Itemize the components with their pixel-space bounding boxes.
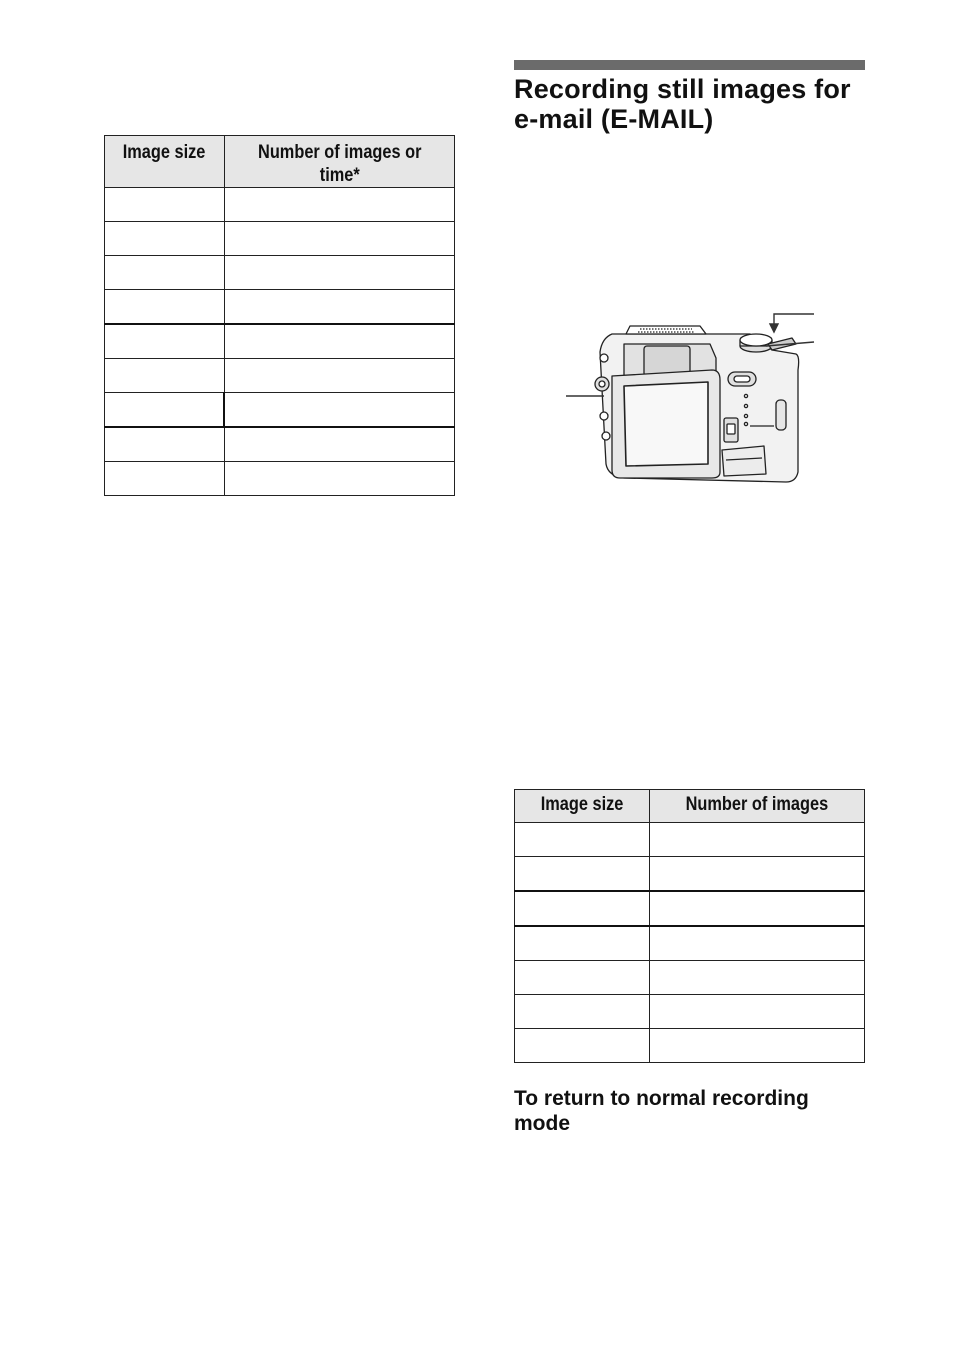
subsection-title: To return to normal recording mode xyxy=(514,1087,809,1135)
table-row xyxy=(515,823,865,857)
table-row xyxy=(515,891,865,926)
table-header-row xyxy=(515,790,865,823)
image-size-table xyxy=(104,135,455,496)
table-row xyxy=(105,290,455,325)
table-row xyxy=(105,188,455,222)
table-row xyxy=(105,324,455,359)
column-header-image-size: Image size xyxy=(515,790,650,823)
table-row xyxy=(105,256,455,290)
table-row xyxy=(105,427,455,462)
section-title: Recording still images for e-mail (E-MAIL) xyxy=(514,74,851,134)
column-header-number-of-images: Number of images xyxy=(650,790,865,823)
table-row xyxy=(515,995,865,1029)
table-row xyxy=(515,961,865,995)
table-row xyxy=(105,222,455,256)
table-row xyxy=(515,1029,865,1063)
table-row xyxy=(105,393,455,428)
section-rule xyxy=(514,60,865,70)
table-row xyxy=(515,857,865,892)
table-row xyxy=(105,359,455,393)
email-image-size-table xyxy=(514,789,865,1063)
table-header-row xyxy=(105,136,455,188)
column-header-image-size: Image size xyxy=(105,136,225,188)
table-row xyxy=(105,462,455,496)
camera-icon xyxy=(560,300,820,490)
table-row xyxy=(515,926,865,961)
column-header-number-of-images-or-time: Number of images or time* xyxy=(224,136,455,188)
